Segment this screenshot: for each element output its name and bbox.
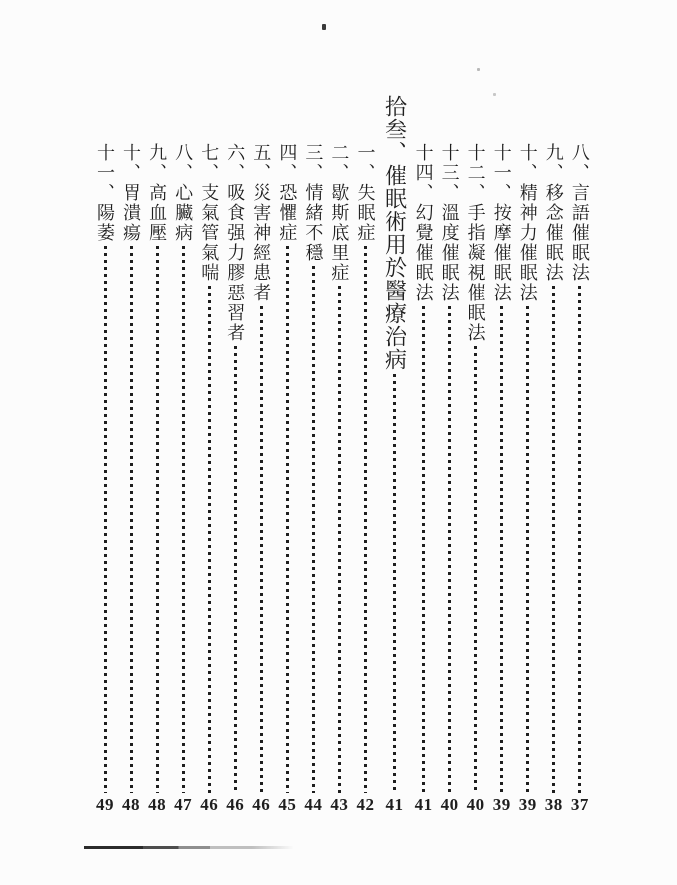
section-heading-label: 拾叁、催眠術用於醫療治病 [382,95,408,371]
dotted-leader [552,286,555,793]
toc-entry-page: 49 [96,795,114,814]
dotted-leader [234,346,237,793]
dotted-leader [474,346,477,793]
toc-entry [437,95,463,815]
toc-entry-page: 39 [518,795,537,814]
toc-entry-label: 十一、按摩催眠法 [491,143,512,303]
toc-entry [300,95,326,815]
dotted-leader [286,246,289,793]
dotted-leader [393,374,396,793]
dotted-leader [422,306,425,793]
toc-entry-label: 十二、手指凝視催眠法 [465,143,486,343]
toc-entry-label: 十、胃潰瘍 [121,143,142,243]
toc-entry-label: 六、吸食强力膠惡習者 [225,143,246,343]
toc-entry [144,95,170,815]
toc-entry [274,95,300,815]
toc-entry-label: 八、心臟病 [173,143,194,243]
toc-entry-label: 十一、陽萎 [95,143,115,243]
toc-entry-label: 九、移念催眠法 [543,143,564,283]
dotted-leader [182,246,185,793]
dotted-leader [526,306,529,793]
toc-entry-label: 八、言語催眠法 [569,143,590,283]
toc-entry-label: 三、情緒不穩 [303,143,324,263]
toc-entry-page: 46 [252,795,271,814]
dotted-leader [312,266,315,793]
dotted-leader [130,246,133,793]
toc-entry-label: 十三、溫度催眠法 [439,143,460,303]
toc-entry-page: 40 [466,795,485,814]
toc-entry-page: 48 [122,795,141,814]
toc-entry [196,95,222,815]
toc-entry [515,95,541,815]
dotted-leader [500,306,503,793]
dotted-leader [104,246,107,793]
toc-entry [411,95,437,815]
toc-entry-page: 42 [356,795,375,814]
dotted-leader [208,286,211,793]
toc-entry-label: 十、精神力催眠法 [517,143,538,303]
toc-entry-page: 46 [226,795,245,814]
toc-entry [352,95,378,815]
dotted-leader [156,246,159,793]
toc-entry-page: 40 [440,795,459,814]
table-of-contents [92,95,593,815]
scan-speck [493,93,496,96]
toc-entry-page: 45 [278,795,297,814]
section-heading [379,95,411,815]
toc-entry-label: 七、支氣管氣喘 [199,143,220,283]
dotted-leader [578,286,581,793]
toc-entry [541,95,567,815]
toc-entry-label: 二、歇斯底里症 [329,143,350,283]
toc-entry [248,95,274,815]
toc-entry-label: 四、恐懼症 [277,143,298,243]
scan-speck [477,68,480,71]
toc-entry-page: 41 [414,795,433,814]
toc-entry-page: 44 [304,795,323,814]
toc-entry-label: 一、失眠症 [355,143,376,243]
toc-entry [463,95,489,815]
toc-entry-page: 48 [148,795,167,814]
toc-entry [567,95,593,815]
toc-entry-page: 39 [492,795,511,814]
toc-entry [92,95,118,815]
scan-line-artifact [84,846,294,849]
dotted-leader [448,306,451,793]
toc-entry-page: 43 [330,795,349,814]
toc-entry-page: 46 [200,795,219,814]
section-heading-page: 41 [385,795,404,814]
toc-entry [326,95,352,815]
dotted-leader [364,246,367,793]
toc-entry-label: 九、高血壓 [147,143,168,243]
toc-entry-label: 十四、幻覺催眠法 [413,143,434,303]
dotted-leader [260,306,263,793]
toc-entry [170,95,196,815]
toc-entry [118,95,144,815]
toc-entry [489,95,515,815]
scan-speck [322,24,326,30]
toc-entry-label: 五、災害神經患者 [251,143,272,303]
toc-entry [222,95,248,815]
dotted-leader [338,286,341,793]
toc-entry-page: 47 [174,795,193,814]
toc-entry-page: 37 [570,795,589,814]
toc-entry-page: 38 [544,795,563,814]
